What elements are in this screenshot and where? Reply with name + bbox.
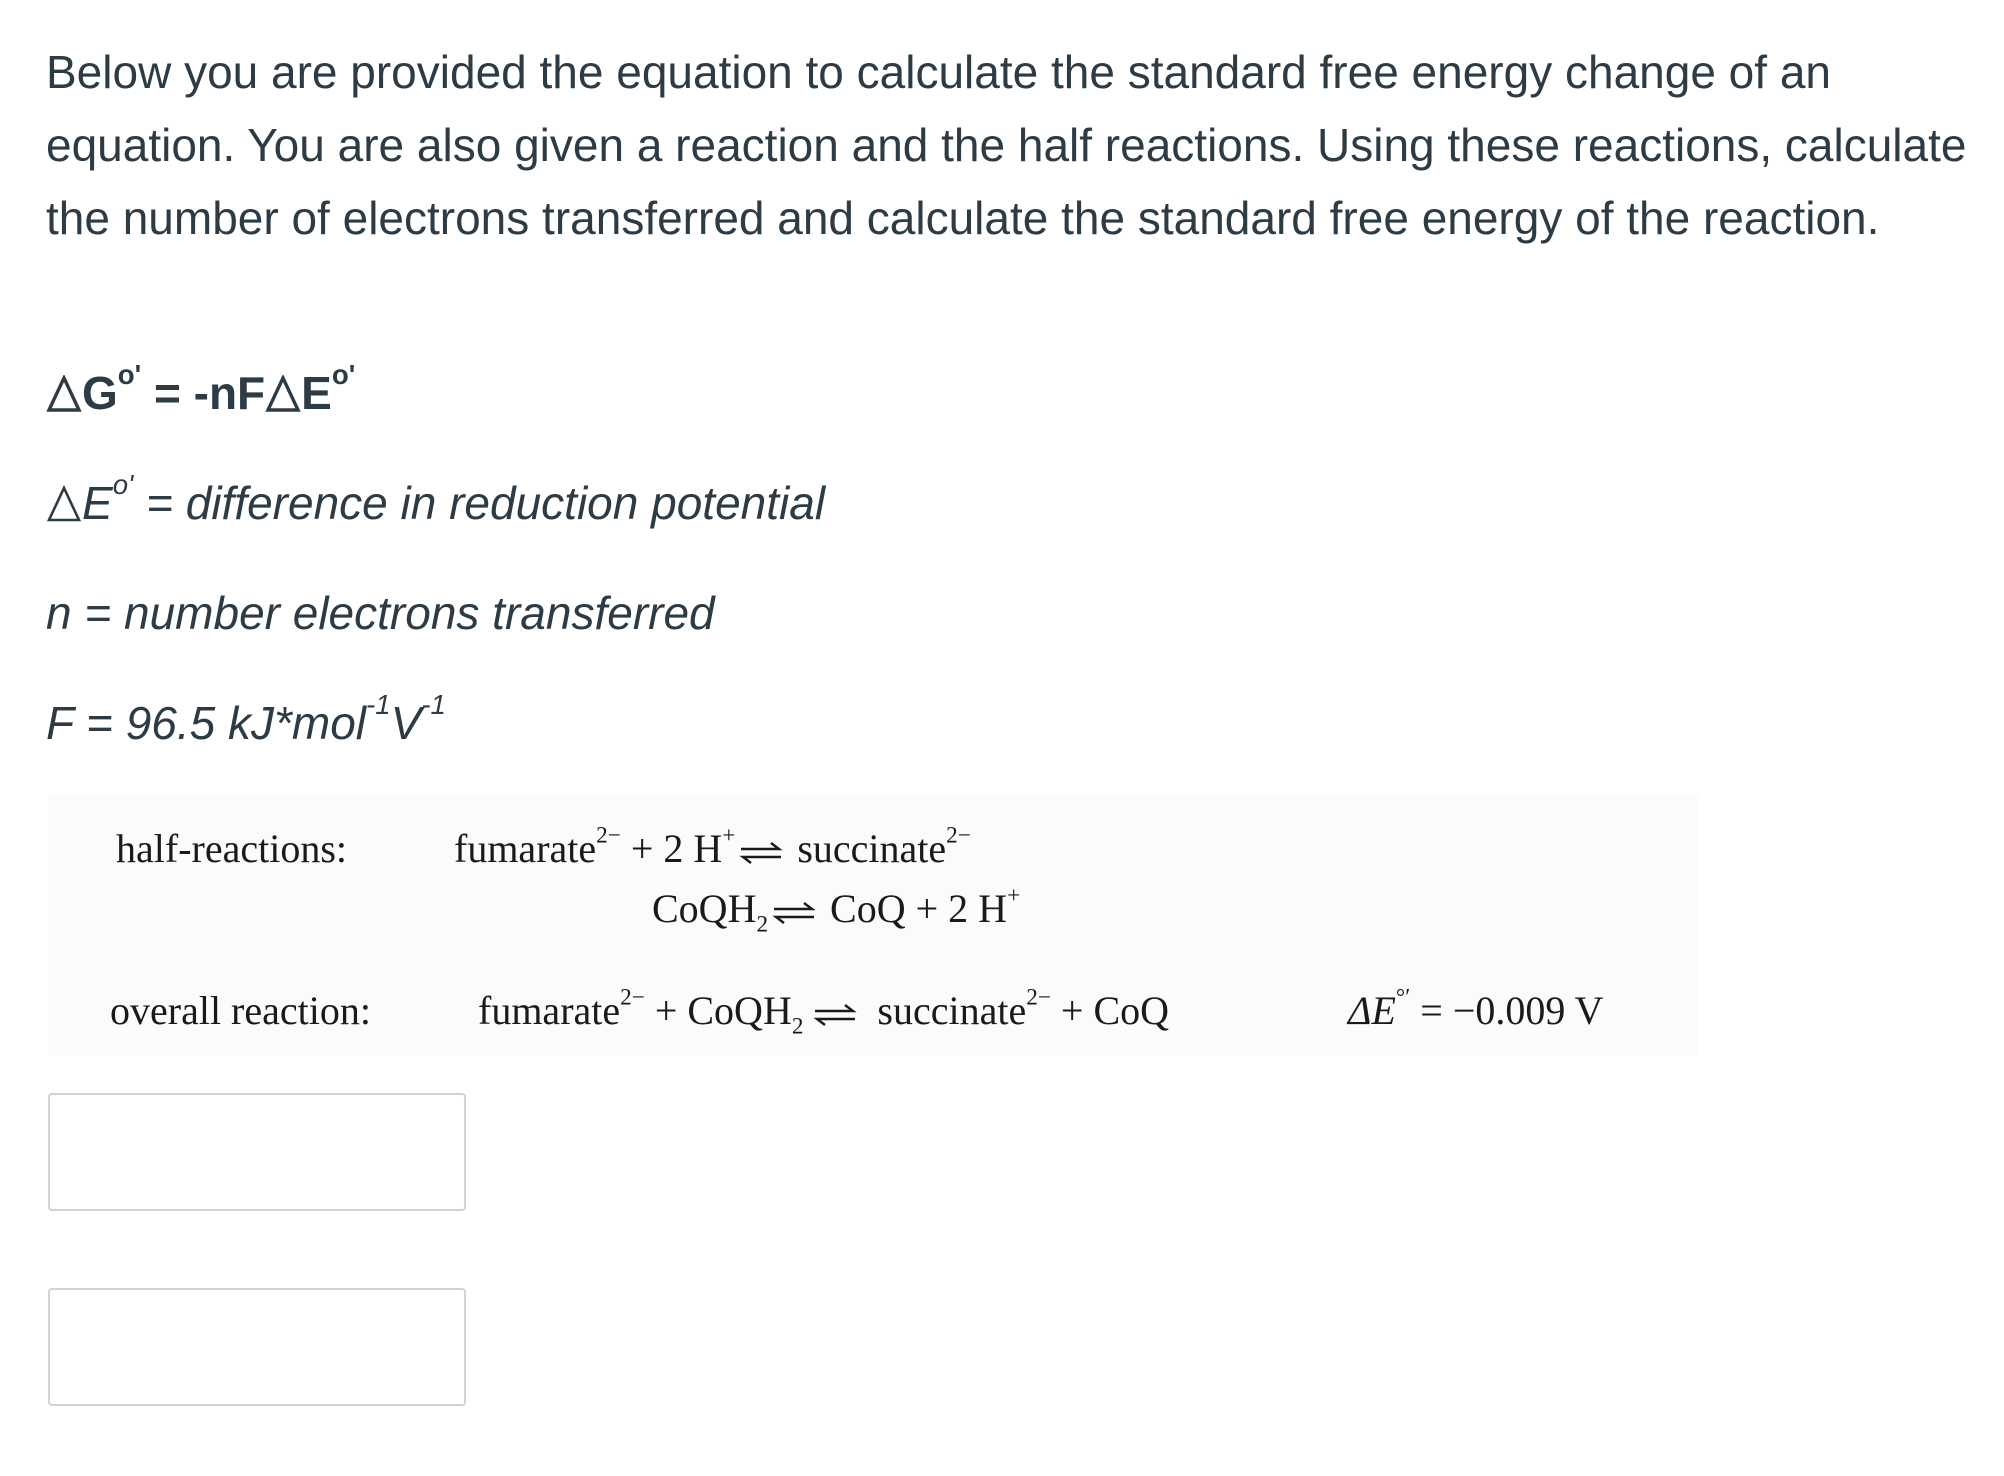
half2-coqh: CoQH <box>652 886 757 931</box>
potential-value: = −0.009 V <box>1410 988 1604 1033</box>
half1-fumarate-charge: 2− <box>596 822 621 849</box>
question-intro-text: Below you are provided the equation to calculate the standard free energy change of an equation. You are also given a reaction and the half reactions. Using these reactions, calculate the number of electrons transferred and calculate the standard free energy of the reaction. <box>46 46 1967 244</box>
potential-superscript: °′ <box>1395 984 1411 1011</box>
faraday-unit-v: V <box>390 697 422 749</box>
half1-fumarate: fumarate <box>454 826 597 871</box>
equilibrium-arrow-icon <box>813 1002 857 1028</box>
overall-reaction-label: overall reaction: <box>110 988 371 1033</box>
half-reaction-1 <box>454 822 971 872</box>
half1-protons: + 2 H <box>620 826 723 871</box>
gibbs-lhs-superscript: o' <box>117 359 142 391</box>
gibbs-lhs-symbol: G <box>82 367 118 419</box>
potential-delta-e: ΔE <box>1348 988 1396 1033</box>
gibbs-rhs-superscript: o' <box>331 359 356 391</box>
overall-reaction <box>478 984 1170 1040</box>
half1-proton-charge: + <box>722 822 736 849</box>
half2-products: CoQ + 2 H <box>820 886 1008 931</box>
equilibrium-arrow-icon <box>772 900 816 926</box>
answer-input-electrons[interactable] <box>48 1093 466 1211</box>
half2-proton-charge: + <box>1007 882 1021 909</box>
half1-succinate-charge: 2− <box>946 822 971 849</box>
half-reaction-2 <box>652 882 1021 938</box>
gibbs-equation <box>46 359 356 420</box>
half2-coqh-subscript: 2 <box>756 911 769 938</box>
overall-succinate-charge: 2− <box>1026 984 1051 1011</box>
answer-input-free-energy[interactable] <box>48 1288 466 1406</box>
overall-succinate: succinate <box>867 988 1027 1033</box>
reaction-figure <box>48 795 1698 1055</box>
gibbs-rhs-symbol: E <box>301 367 332 419</box>
overall-fumarate-charge: 2− <box>620 984 645 1011</box>
faraday-sup2: -1 <box>421 689 446 721</box>
overall-coqh: + CoQH <box>644 988 792 1033</box>
equilibrium-arrow-icon <box>739 840 783 866</box>
delta-e-definition <box>46 469 826 530</box>
delta-e-symbol: E <box>82 477 113 529</box>
delta-symbol-icon <box>265 366 301 420</box>
delta-symbol-icon <box>46 476 82 530</box>
faraday-sup1: -1 <box>366 689 391 721</box>
faraday-prefix: F = 96.5 kJ*mol <box>46 697 367 749</box>
half1-succinate: succinate <box>787 826 947 871</box>
n-definition-text: n = number electrons transferred <box>46 587 715 639</box>
overall-coqh-subscript: 2 <box>791 1013 804 1040</box>
gibbs-middle: = -nF <box>141 367 266 419</box>
delta-symbol-icon <box>46 366 82 420</box>
overall-fumarate: fumarate <box>478 988 621 1033</box>
overall-potential <box>1348 984 1604 1034</box>
half-reactions-label: half-reactions: <box>116 826 347 871</box>
overall-coq: + CoQ <box>1050 988 1170 1033</box>
delta-e-superscript: o' <box>112 469 134 501</box>
faraday-definition <box>46 689 446 750</box>
delta-e-text: = difference in reduction potential <box>133 477 826 529</box>
n-definition <box>46 586 715 640</box>
question-prompt <box>46 36 2004 255</box>
